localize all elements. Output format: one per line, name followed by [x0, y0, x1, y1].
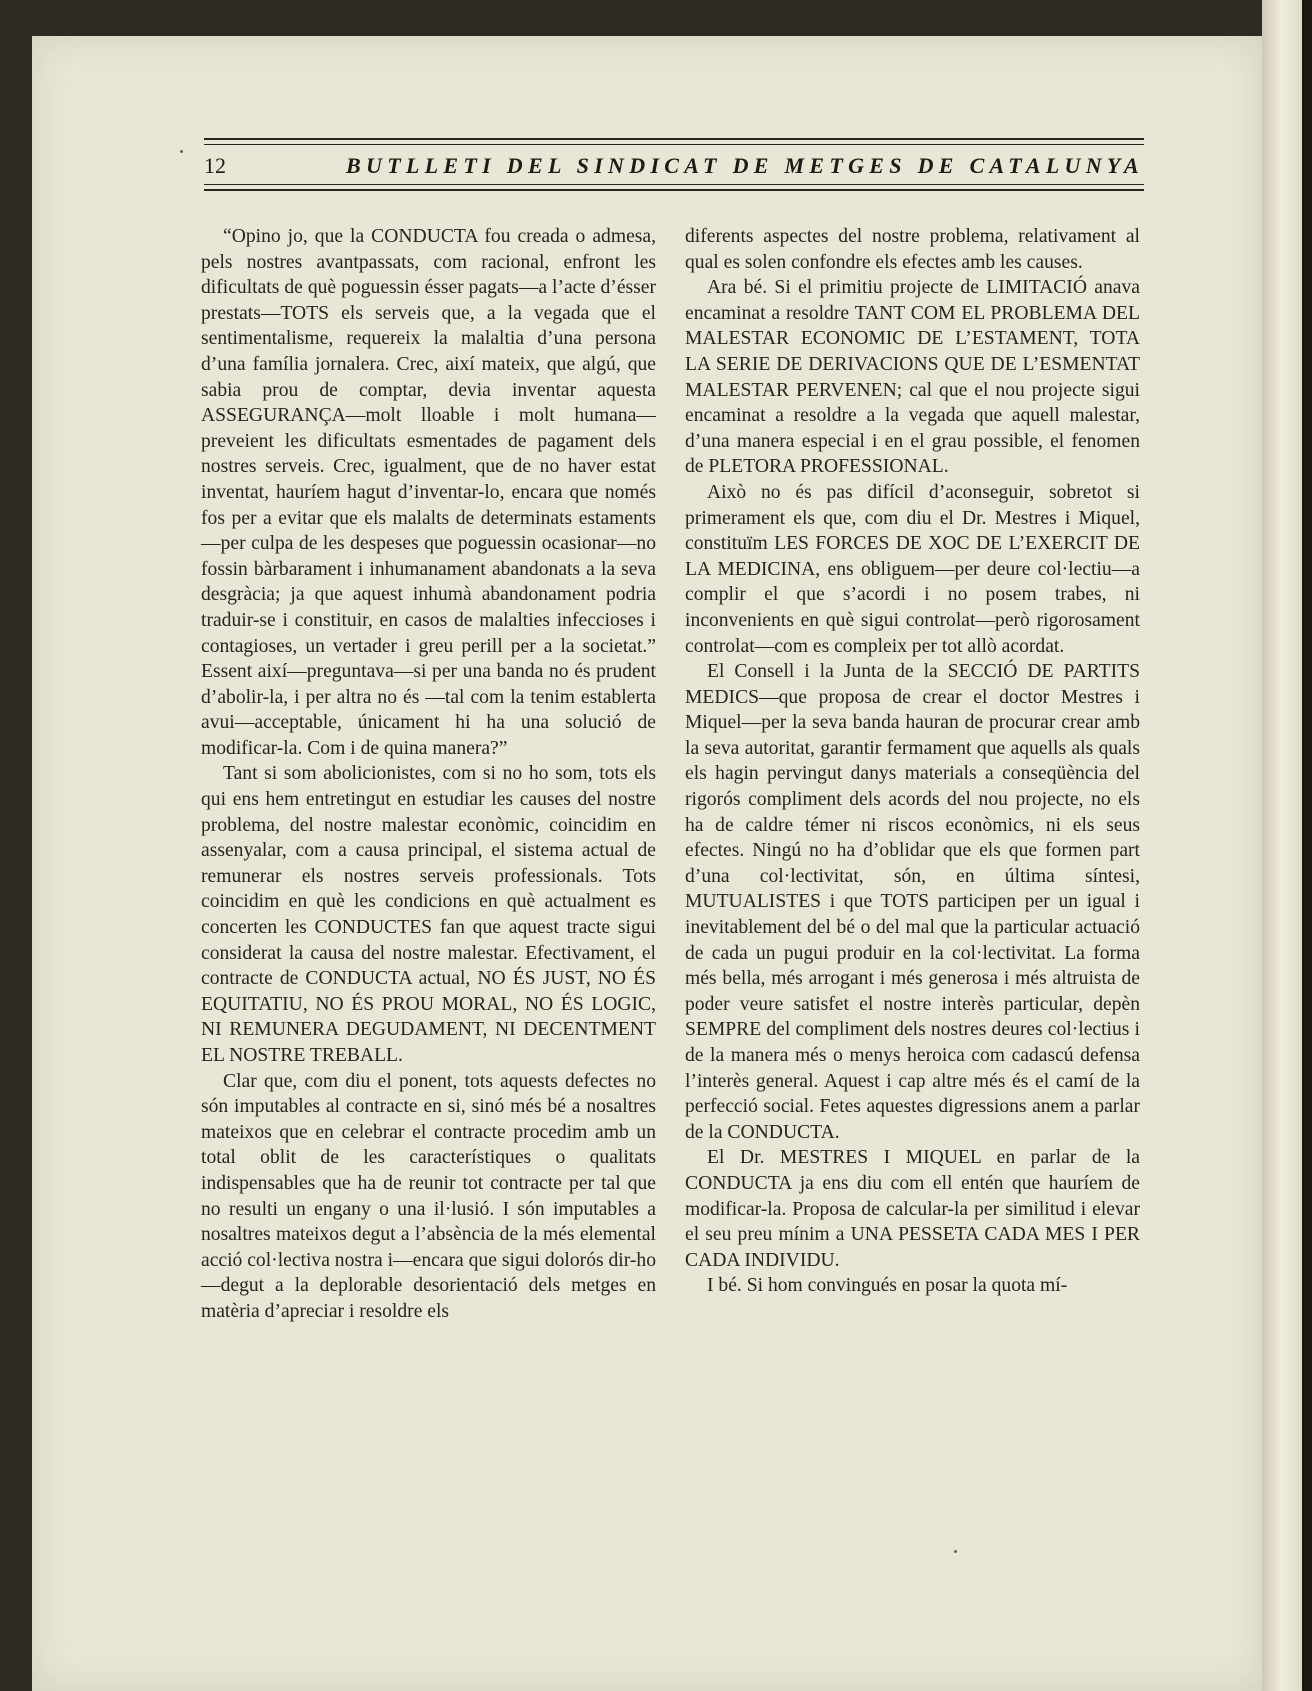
right-column	[685, 224, 1140, 1299]
paragraph: Ara bé. Si el primitiu projecte de LIMITACIÓ anava encaminat a resoldre TANT COM EL PROBLEMA DEL MALESTAR ECONOMIC DE L’ESTAMENT, TOTA LA SERIE DE DERIVACIONS QUE DE L’ESMENTAT MALESTAR PERVENEN; cal que el nou projecte sigui encaminat a resoldre a la vegada que aquell malestar, d’una manera especial i en el grau possible, el fenomen de PLETORA PROFESSIONAL.	[685, 277, 1140, 478]
left-column	[201, 224, 656, 1325]
paragraph: El Consell i la Junta de la SECCIÓ DE PARTITS MEDICS—que proposa de crear el doctor Mestres i Miquel—per la seva banda hauran de procurar crear amb la seva autoritat, garantir fermament que aquells als quals els hagin pervingut danys materials a conseqüència del rigorós compliment dels acords del nou projecte, no els ha de caldre témer ni riscos econòmics, ni els seus efectes. Ningú no ha d’oblidar que els que formen part d’una col·lectivitat, són, en última síntesi, MUTUALISTES i que TOTS participen per un igual i inevitablement del bé o del mal que la particular actuació de cada un pugui produir en la col·lectivitat. La forma més bella, més arrogant i més generosa i més altruista de poder veure satisfet el nostre interès particular, depèn SEMPRE del compliment dels nostres deures col·lectius i de la manera més o menys heroica com cadascú defensa l’interès general. Aquest i cap altre més és el camí de la perfecció social. Fetes aquestes digressions anem a parlar de la CONDUCTA.	[685, 661, 1140, 1143]
running-header	[204, 138, 1144, 194]
running-title: BUTLLETI DEL SINDICAT DE METGES DE CATALUNYA	[346, 153, 1144, 178]
paragraph: El Dr. MESTRES I MIQUEL en parlar de la CONDUCTA ja ens diu com ell entén que hauríem de modificar-la. Proposa de calcular-la per similitud i elevar el seu preu mínim a UNA PESSETA CADA MES I PER CADA INDIVIDU.	[685, 1147, 1140, 1271]
paragraph: I bé. Si hom convingués en posar la quota mí-	[707, 1275, 1068, 1297]
binding-shadow	[1302, 0, 1312, 1691]
paragraph: “Opino jo, que la CONDUCTA fou creada o admesa, pels nostres avantpassats, com racional, enfront les dificultats de què poguessin ésser pagats—a l’acte d’ésser prestats—TOTS els serveis que, a la vegada que el sentimentalisme, requereix la malaltia d’una persona d’una família jornalera. Crec, així mateix, que algú, que sabia prou de comptar, devia inventar aquesta ASSEGURANÇA—molt lloable i molt humana—preveient les dificultats esmentades de pagament dels nostres serveis. Crec, igualment, que de no haver estat inventat, hauríem hagut d’inventar-lo, encara que només fos per a evitar que els malalts de determinats estaments—per culpa de les despeses que poguessin ocasionar—no fossin bàrbarament i inhumanament abandonats a la seva desgràcia; ja que aquest inhumà abandonament podria traduir-se i constituir, en casos de malalties infeccioses i contagioses, un vertader i greu perill per a la societat.” Essent així—preguntava—si per una banda no és prudent d’abolir-la, i per altra no és —tal com la tenim establerta avui—acceptable, únicament hi ha una solució de modificar-la. Com i de quina manera?”	[201, 226, 656, 759]
page-number: 12	[204, 153, 226, 178]
print-speck	[954, 1550, 957, 1553]
paragraph: Clar que, com diu el ponent, tots aquests defectes no són imputables al contracte en si, sinó més bé a nosaltres mateixos que en celebrar el contracte procedim amb un total oblit de les característiques o qualitats indispensables que ha de reunir tot contracte per tal que no resulti un engany o una il·lusió. I són imputables a nosaltres mateixos degut a l’absència de la més elemental acció col·lectiva nostra i—encara que sigui dolorós dir-ho—degut a la deplorable desorientació dels metges en matèria d’apreciar i resoldre els	[201, 1070, 656, 1322]
paragraph: Tant si som abolicionistes, com si no ho som, tots els qui ens hem entretingut en estudiar les causes del nostre problema, del nostre malestar econòmic, coincidim en assenyalar, com a causa principal, el sistema actual de remunerar els nostres serveis professionals. Tots coincidim en què les condicions en què actualment es concerten les CONDUCTES fan que aquest tracte sigui considerat la causa del nostre malestar. Efectivament, el contracte de CONDUCTA actual, NO ÉS JUST, NO ÉS EQUITATIU, NO ÉS PROU MORAL, NO ÉS LOGIC, NI REMUNERA DEGUDAMENT, NI DECENTMENT EL NOSTRE TREBALL.	[201, 763, 656, 1066]
header-rule-bottom	[204, 189, 1144, 191]
print-speck	[180, 150, 183, 153]
header-rule-top-thin	[204, 144, 1144, 145]
header-rule-top	[204, 138, 1144, 140]
paragraph: Això no és pas difícil d’aconseguir, sobretot si primerament els que, com diu el Dr. Mestres i Miquel, constituïm LES FORCES DE XOC DE L’EXERCIT DE LA MEDICINA, ens obliguem—per deure col·lectiu—a complir el que s’acordi i no posem trabes, ni inconvenients en què sigui controlat—però rigorosament controlat—com es compleix per tot allò acordat.	[685, 481, 1140, 657]
paragraph-continued: diferents aspectes del nostre problema, relativament al qual es solen confondre els efectes amb les causes.	[685, 226, 1140, 273]
header-line	[204, 150, 1144, 182]
header-rule-bottom-thin	[204, 184, 1144, 185]
